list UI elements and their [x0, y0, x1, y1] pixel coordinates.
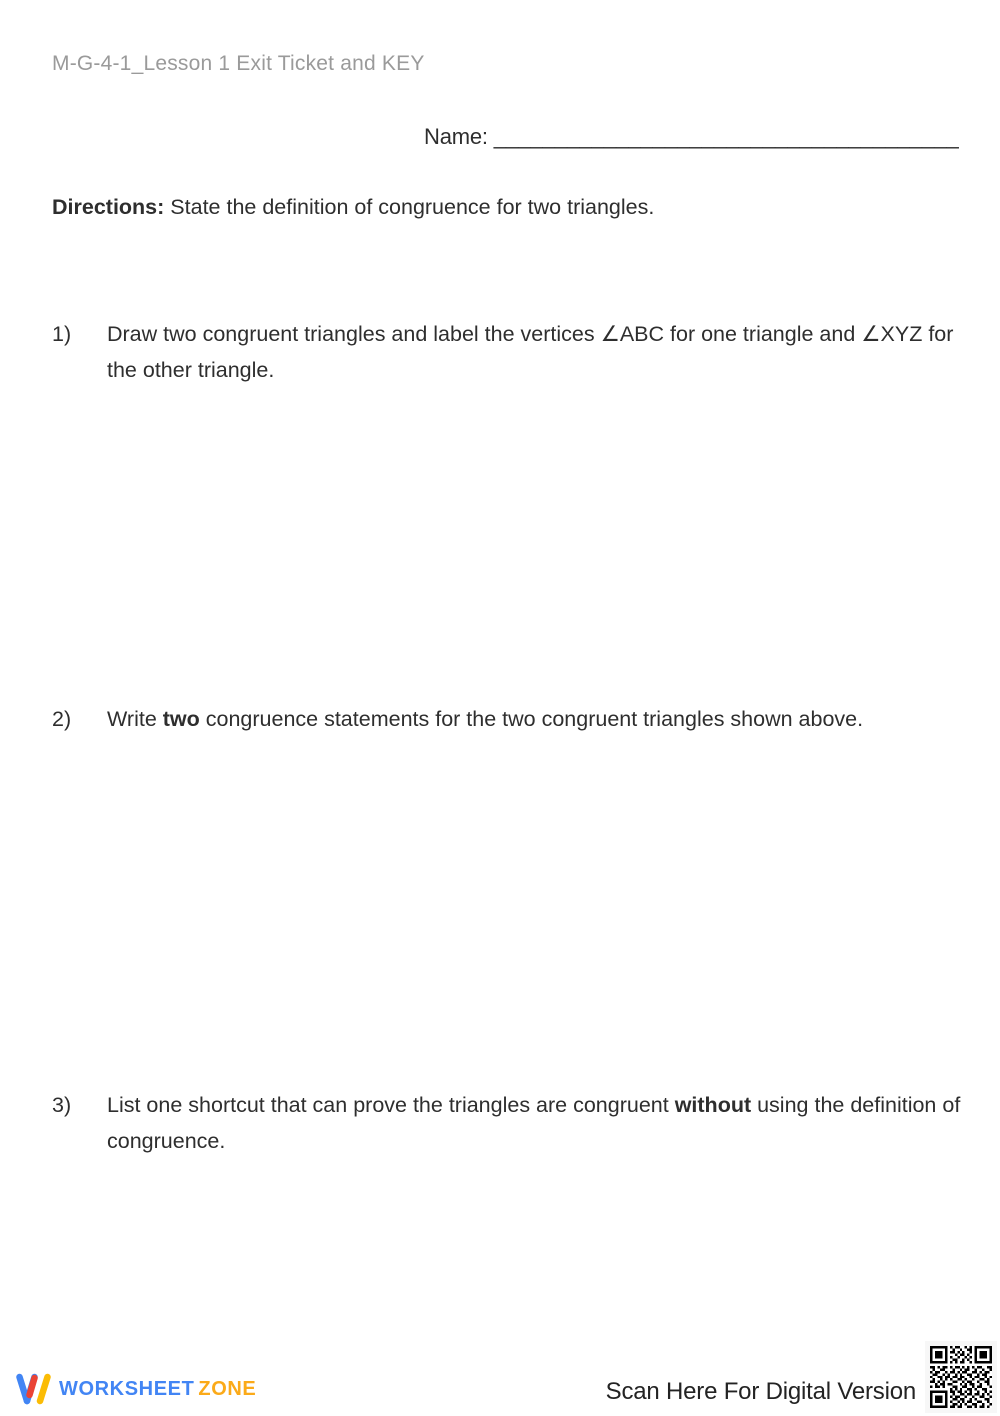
question-item-2: [52, 701, 977, 737]
scan-instruction-text: Scan Here For Digital Version: [605, 1378, 916, 1405]
directions-line: [52, 192, 952, 222]
worksheet-zone-w-icon: [14, 1368, 56, 1410]
question-text-3-part-before: List one shortcut that can prove the triangles are congruent: [107, 1093, 675, 1117]
logo-word-zone: ZONE: [198, 1377, 257, 1400]
question-text-1: [107, 316, 977, 388]
question-item-3: [52, 1087, 977, 1159]
name-field-label: Name:: [424, 124, 488, 149]
question-text-2-bold: two: [162, 707, 200, 731]
question-text-2-part-before: Write: [107, 707, 163, 731]
qr-code[interactable]: [925, 1341, 997, 1413]
name-field-blank[interactable]: ______________________________________: [493, 124, 959, 149]
question-number-3: 3): [52, 1093, 72, 1117]
question-text-2: [107, 701, 977, 737]
qr-code-image: [930, 1346, 992, 1408]
directions-text: State the definition of congruence for two triangles.: [170, 195, 655, 219]
document-header-title: M-G-4-1_Lesson 1 Exit Ticket and KEY: [52, 52, 425, 75]
name-field-row: [424, 124, 959, 150]
question-text-1-part-before: Draw two congruent triangles and label the vertices ∠ABC for one triangle and ∠XYZ for the other triangle.: [107, 322, 954, 382]
question-number-2: 2): [52, 707, 72, 731]
worksheet-zone-logo[interactable]: [14, 1366, 256, 1412]
question-text-3-bold: without: [674, 1093, 752, 1117]
question-text-3: [107, 1087, 977, 1159]
question-text-2-part-after: congruence statements for the two congruent triangles shown above.: [199, 707, 864, 731]
directions-label: Directions:: [52, 195, 165, 219]
question-number-1: 1): [52, 322, 72, 346]
question-item-1: [52, 316, 977, 388]
worksheet-zone-wordmark: [59, 1378, 256, 1401]
logo-word-worksheet: WORKSHEET: [59, 1377, 195, 1400]
question-text-3-part-after: using the definition of congruence.: [107, 1093, 961, 1153]
